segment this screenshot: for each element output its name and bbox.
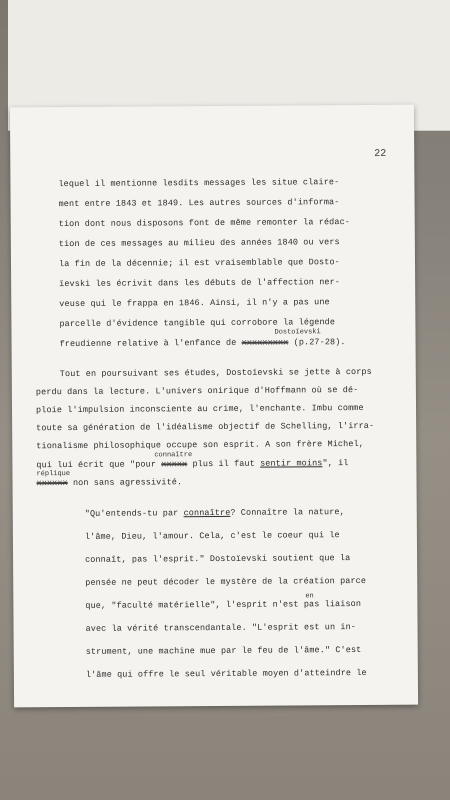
text-line: l'âme, Dieu, l'amour. Cela, c'est le coeur qui le: [84, 530, 340, 542]
line-text: qui lui écrit que "pour: [36, 459, 162, 471]
line-text: (p.27-28).: [288, 337, 346, 348]
text-line: perdu dans la lecture. L'univers onirique d'Hoffmann où se dé-: [35, 384, 359, 398]
struck-text: xxxxxxxxx: [241, 337, 289, 348]
line-text: ? Connaître la nature,: [230, 507, 345, 518]
text-line: [60, 337, 346, 349]
line-text: que, "faculté matérielle", l'esprit n'est pas: [85, 599, 320, 611]
handwritten-insertion: connaître: [154, 451, 193, 460]
line-text: plus il faut: [187, 458, 261, 470]
line-text: "Qu'entends-tu par: [84, 508, 184, 519]
line-text: freudienne relative à l'enfance de: [59, 337, 242, 350]
struck-text: xxxxx: [161, 459, 188, 470]
underlined-text: connaître: [183, 507, 231, 519]
handwritten-insertion: en: [305, 592, 314, 601]
text-line: [37, 477, 183, 488]
handwritten-insertion: Dostoïevski: [274, 328, 321, 337]
line-text: non sans agressivité.: [67, 477, 183, 489]
text-line: ïevski les écrivit dans les débuts de l'affection ner-: [59, 277, 341, 290]
text-line: strument, une machine mue par le feu de l'âme." C'est: [85, 644, 362, 657]
text-line: tion de ces messages au milieu des années 1840 ou vers: [58, 237, 340, 250]
text-line: toute sa génération de l'idéalisme objectif de Schelling, l'irra-: [36, 420, 375, 434]
text-line: [36, 458, 348, 470]
text-line: veuse qui le frappa en 1846. Ainsi, il n'y a pas une: [59, 297, 330, 310]
text-line: parcelle d'évidence tangible qui corrobore la légende: [59, 317, 336, 330]
struck-text: xxxxxx: [36, 478, 68, 489]
text-line: connaît, pas l'esprit." Dostoïevski soutient que la: [85, 553, 351, 565]
text-line: Tout en poursuivant ses études, Dostoïevski se jette à corps: [59, 366, 372, 380]
underlined-text: sentir moins: [260, 458, 323, 469]
text-line: avec la vérité transcendantale. "L'esprit est un in-: [85, 622, 357, 634]
handwritten-insertion: réplique: [36, 470, 71, 479]
text-line: ploie l'impulsion inconsciente au crime, l'enchante. Imbu comme: [35, 402, 364, 416]
page-number: 22: [374, 148, 387, 160]
line-text: ", il: [322, 458, 349, 469]
text-line: [85, 599, 361, 611]
text-line: la fin de la décennie; il est vraisemblable que Dosto-: [58, 257, 340, 270]
text-line: tionalisme philosophique occupe son esprit. A son frère Michel,: [36, 438, 364, 452]
text-line: tion dont nous disposons font de même remonter la rédac-: [58, 217, 351, 230]
text-line: ment entre 1843 et 1849. Les autres sources d'informa-: [58, 197, 340, 210]
text-line: [85, 507, 345, 519]
text-line: l'âme qui offre le seul véritable moyen d'atteindre le: [85, 667, 367, 680]
text-line: pensée ne peut décoder le mystère de la création parce: [85, 575, 367, 588]
text-line: lequel il mentionne lesdits messages les situe claire-: [58, 177, 340, 190]
line-text: liaison: [319, 598, 362, 610]
typed-page: [10, 105, 418, 708]
